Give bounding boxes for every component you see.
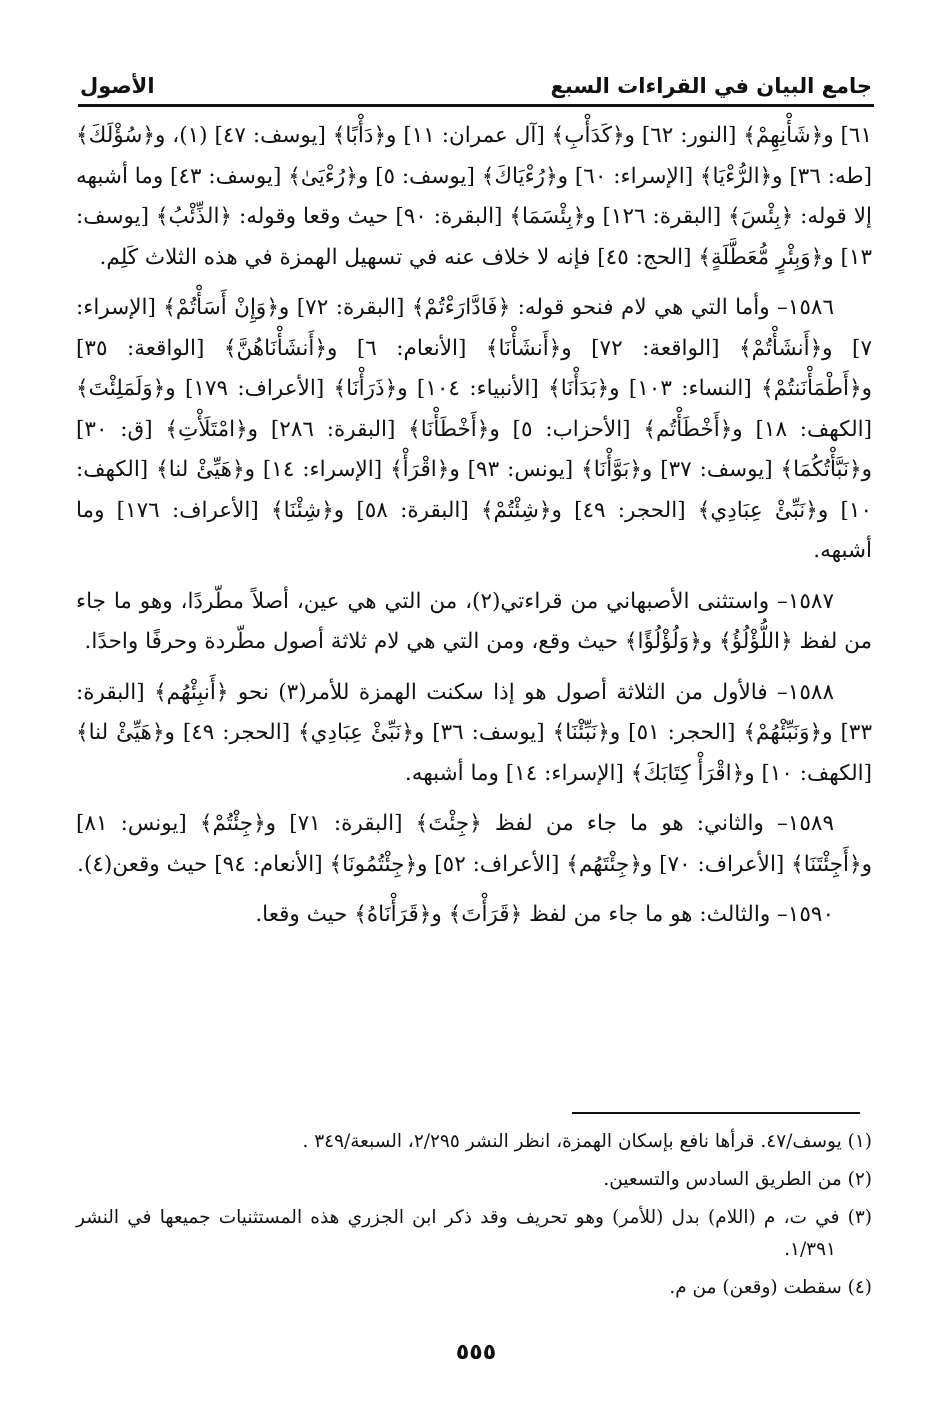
- footnote-1: (١) يوسف/٤٧. قرأها نافع بإسكان الهمزة، انظر النشر ٢/٢٩٥، السبعة/٣٤٩ .: [302, 1131, 872, 1152]
- footnote-4: (٤) سقطت (وقعن) من م.: [669, 1277, 872, 1298]
- paragraph-1586: ١٥٨٦– وأما التي هي لام فنحو قوله: ﴿فَادَّارَءْتُمْ﴾ [البقرة: ٧٢] و﴿وَإِنْ أَسَأْتُمْ﴾ [الإسراء: ٧] و﴿أَنشَأْتُمْ﴾ [الواقعة: ٧٢] و﴿أَنشَأْنَا﴾ [الأنعام: ٦] و﴿أَنشَأْنَاهُنَّ﴾ [الواقعة: ٣٥] و﴿أَطْمَأْنَنتُمْ﴾ [النساء: ١٠٣] و﴿بَدَأْنَا﴾ [الأنبياء: ١٠٤] و﴿ذَرَأْنَا﴾ [الأعراف: ١٧٩] و﴿وَلَمَلِئْتَ﴾ [الكهف: ١٨] و﴿أَخْطَأْتُم﴾ [الأحزاب: ٥] و﴿أَخْطَأْنَا﴾ [البقرة: ٢٨٦] و﴿امْتَلَأْتِ﴾ [ق: ٣٠] و﴿نَبَّأْتُكُمَا﴾ [يوسف: ٣٧] و﴿بَوَّأْنَا﴾ [يونس: ٩٣] و﴿اقْرَأْ﴾ [الإسراء: ١٤] و﴿هَيِّئْ لنا﴾ [الكهف: ١٠] و﴿نَبِّئْ عِبَادِي﴾ [الحجر: ٤٩] و﴿شِئْتُمْ﴾ [البقرة: ٥٨] و﴿شِئْنَا﴾ [الأعراف: ١٧٦] وما أشبهه.: [76, 295, 873, 563]
- footnote-3: (٣) في ت، م (اللام) بدل (للأمر) وهو تحريف وقد ذكر ابن الجزري هذه المستثنيات جميعها في النشر ١/٣٩١.: [76, 1207, 872, 1260]
- footnote-rule: [572, 1112, 860, 1114]
- running-header: [80, 62, 872, 98]
- header-rule: [78, 104, 874, 107]
- section-title: الأصول: [80, 74, 155, 98]
- main-text: [76, 116, 872, 946]
- paragraph-1589: ١٥٨٩– والثاني: هو ما جاء من لفظ ﴿جِئْتَ﴾ [البقرة: ٧١] و﴿جِئْتُمْ﴾ [يونس: ٨١] و﴿أَجِئْتَنَا﴾ [الأعراف: ٧٠] و﴿جِئْتَهُم﴾ [الأعراف: ٥٢] و﴿جِئْتُمُونَا﴾ [الأنعام: ٩٤] حيث وقعن(٤).: [76, 811, 872, 877]
- paragraph-continuation: ٦١] و﴿شَأْنِهِمْ﴾ [النور: ٦٢] و﴿كَدَأْبِ﴾ [آل عمران: ١١] و﴿دَأْبًا﴾ [يوسف: ٤٧] (١)، و﴿سُؤْلَكَ﴾ [طه: ٣٦] و﴿الرُّءْيَا﴾ [الإسراء: ٦٠] و﴿رُءْيَاكَ﴾ [يوسف: ٥] و﴿رُءْيَىٰ﴾ [يوسف: ٤٣] وما أشبهه إلا قوله: ﴿بِئْسَ﴾ [البقرة: ١٢٦] و﴿بِئْسَمَا﴾ [البقرة: ٩٠] حيث وقعا وقوله: ﴿الذِّئْبُ﴾ [يوسف: ١٣] و﴿وَبِئْرٍ مُّعَطَّلَةٍ﴾ [الحج: ٤٥] فإنه لا خلاف عنه في تسهيل الهمزة في هذه الثلاث كَلِم.: [76, 123, 873, 270]
- book-title: جامع البيان في القراءات السبع: [550, 74, 872, 98]
- page-number: ٥٥٥: [455, 1340, 497, 1365]
- paragraph-1590: ١٥٩٠– والثالث: هو ما جاء من لفظ ﴿قَرَأْتَ﴾ و﴿قَرَأْنَاهُ﴾ حيث وقعا.: [255, 902, 834, 927]
- footnotes: [76, 1126, 872, 1310]
- paragraph-1588: ١٥٨٨– فالأول من الثلاثة أصول هو إذا سكنت الهمزة للأمر(٣) نحو ﴿أَنبِئْهُم﴾ [البقرة: ٣٣] و﴿وَنَبِّئْهُمْ﴾ [الحجر: ٥١] و﴿نَبِّئْنَا﴾ [يوسف: ٣٦] و﴿نَبِّئْ عِبَادِي﴾ [الحجر: ٤٩] و﴿هَيِّئْ لنا﴾ [الكهف: ١٠] و﴿اقْرَأْ كِتَابَكَ﴾ [الإسراء: ١٤] وما أشبهه.: [76, 679, 872, 786]
- footnote-2: (٢) من الطريق السادس والتسعين.: [603, 1169, 872, 1190]
- paragraph-1587: ١٥٨٧– واستثنى الأصبهاني من قراءتي(٢)، من التي هي عين، أصلاً مطّردًا، وهو ما جاء من لفظ ﴿اللُّؤْلُؤُ﴾ و﴿وَلُؤْلُؤًا﴾ حيث وقع، ومن التي هي لام ثلاثة أصول مطّردة وحرفًا واحدًا.: [76, 588, 872, 654]
